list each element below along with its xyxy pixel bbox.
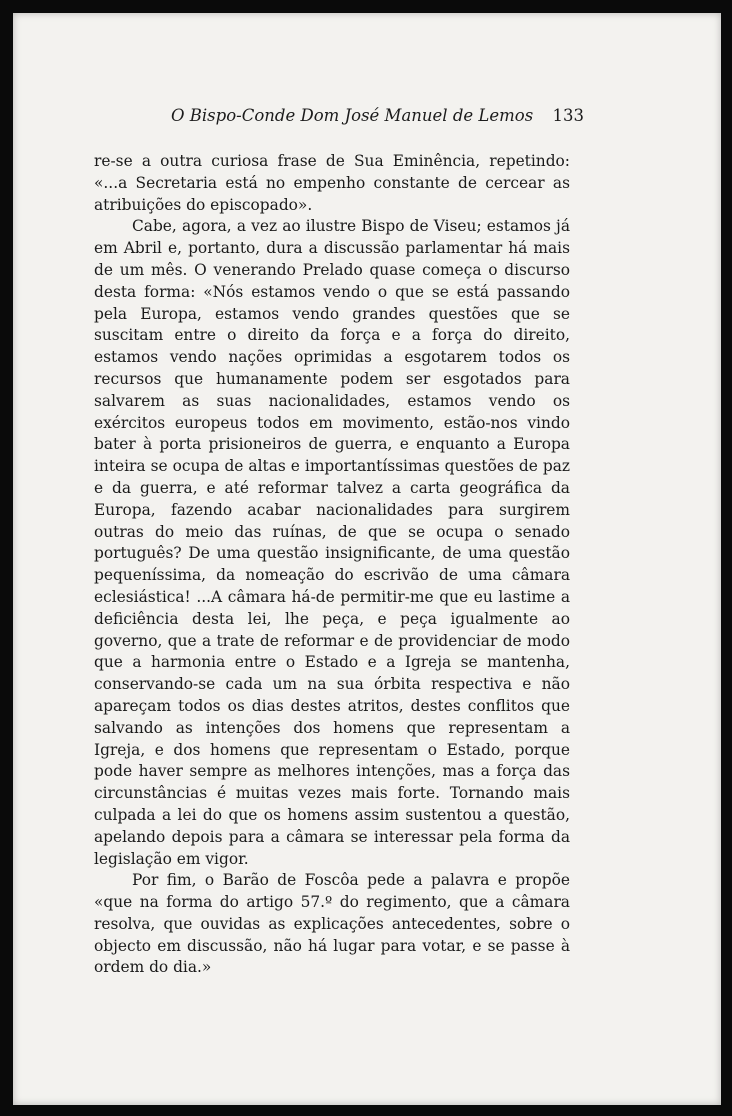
paragraph-barao-foscoa: Por fim, o Barão de Foscôa pede a palavra e propõe «que na forma do artigo 57.º do regimento, que a câmara resolva, que ouvidas as explicações antecedentes, sobre o objecto em discussão, não há lugar para votar, e se passe à ordem do dia.»: [94, 871, 570, 977]
paragraph-continuation: re-se a outra curiosa frase de Sua Eminência, repetindo: «...a Secretaria está no empenho constante de cercear as atribuições do episcopado».: [94, 152, 570, 214]
book-page: [13, 13, 721, 1105]
body-text: [94, 151, 570, 979]
page-number: 133: [552, 106, 584, 125]
paragraph-bishop-viseu: Cabe, agora, a vez ao ilustre Bispo de Viseu; estamos já em Abril e, portanto, dura a discussão parlamentar há mais de um mês. O venerando Prelado quase começa o discurso desta forma: «Nós estamos vendo o que se está passando pela Europa, estamos vendo grandes questões que se suscitam entre o direito da força e a força do direito, estamos vendo nações oprimidas a esgotarem todos os recursos que humanamente podem ser esgotados para salvarem as suas nacionalidades, estamos vendo os exércitos europeus todos em movimento, estão-nos vindo bater à porta prisioneiros de guerra, e enquanto a Europa inteira se ocupa de altas e importantíssimas questões de paz e da guerra, e até reformar talvez a carta geográfica da Europa, fazendo acabar nacionalidades para surgirem outras do meio das ruínas, de que se ocupa o senado português? De uma questão insignificante, de uma questão pequeníssima, da nomeação do escrivão de uma câmara eclesiástica! ...A câmara há-de permitir-me que eu lastime a deficiência desta lei, lhe peça, e peça igualmente ao governo, que a trate de reformar e de providenciar de modo que a harmonia entre o Estado e a Igreja se mantenha, conservando-se cada um na sua órbita respectiva e não apareçam todos os dias destes atritos, destes conflitos que salvando as intenções dos homens que representam a Igreja, e dos homens que representam o Estado, porque pode haver sempre as melhores intenções, mas a força das circunstâncias é muitas vezes mais forte. Tornando mais culpada a lei do que os homens assim sustentou a questão, apelando depois para a câmara se interessar pela forma da legislação em vigor.: [94, 217, 570, 868]
running-title: O Bispo-Conde Dom José Manuel de Lemos: [171, 106, 534, 125]
running-header: [171, 106, 584, 125]
